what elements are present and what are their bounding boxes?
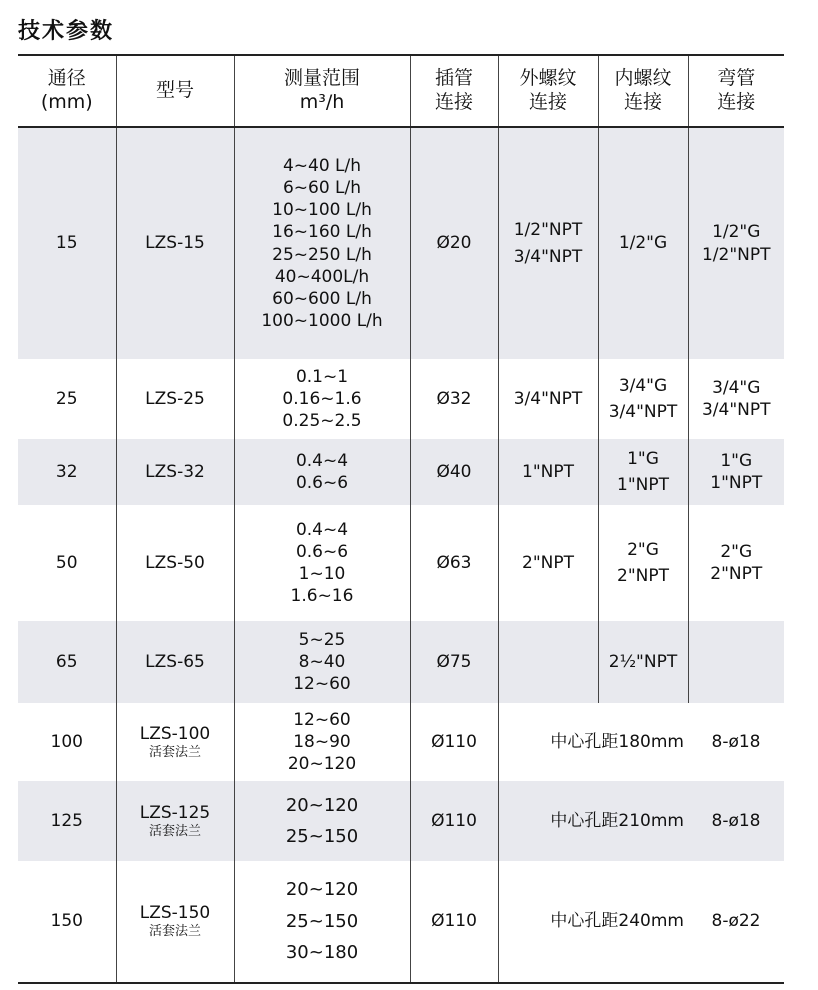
- model-name: LZS-50: [145, 552, 205, 573]
- header-elbow: 弯管 连接: [688, 55, 784, 127]
- elbow-value: 1"NPT: [710, 473, 763, 493]
- model-cell: [116, 781, 234, 861]
- elbow-value: 2"G: [720, 541, 753, 562]
- female-thread-cell: [598, 505, 688, 621]
- model-subtitle: 活套法兰: [148, 823, 201, 839]
- table-row: [18, 359, 784, 439]
- page-title: 技术参数: [18, 19, 115, 44]
- table-row: [18, 127, 784, 359]
- male-thread-cell: [498, 359, 598, 439]
- elbow-value: 1/2"G: [712, 222, 761, 243]
- range-value: 25~250 L/h: [272, 244, 372, 265]
- range-value: 60~600 L/h: [272, 288, 372, 309]
- diameter-cell: 15: [18, 127, 116, 359]
- range-value: 10~100 L/h: [272, 200, 372, 221]
- bolt-cell: 8-ø22: [688, 861, 784, 983]
- female-thread-value: 1"G: [627, 448, 659, 469]
- range-value: 100~1000 L/h: [261, 310, 383, 331]
- male-thread-value: 3/4"NPT: [513, 388, 583, 409]
- elbow-cell: [688, 621, 784, 703]
- range-value: 20~120: [285, 794, 359, 816]
- socket-cell: Ø75: [410, 621, 498, 703]
- range-value: 16~160 L/h: [272, 222, 372, 243]
- range-cell: [234, 127, 410, 359]
- table-row: [18, 505, 784, 621]
- elbow-value: 1/2"NPT: [701, 244, 771, 265]
- range-value: 6~60 L/h: [282, 178, 362, 199]
- elbow-cell: [688, 359, 784, 439]
- range-value: 5~25: [298, 629, 346, 650]
- model-name: LZS-15: [145, 233, 205, 254]
- female-thread-cell: [598, 439, 688, 505]
- range-value: 0.6~6: [295, 541, 349, 562]
- model-cell: [116, 359, 234, 439]
- model-cell: [116, 861, 234, 983]
- model-subtitle: 活套法兰: [148, 924, 201, 940]
- range-value: 40~400L/h: [274, 266, 370, 287]
- range-value: 0.4~4: [295, 519, 349, 540]
- spec-table: [18, 54, 784, 984]
- female-thread-value: 3/4"NPT: [608, 402, 678, 422]
- male-thread-value: 2"NPT: [522, 552, 574, 573]
- range-cell: [234, 359, 410, 439]
- model-cell: [116, 127, 234, 359]
- female-thread-value: 3/4"G: [618, 375, 668, 396]
- range-cell: [234, 439, 410, 505]
- diameter-cell: 50: [18, 505, 116, 621]
- socket-cell: Ø63: [410, 505, 498, 621]
- male-thread-cell: [498, 505, 598, 621]
- model-cell: [116, 621, 234, 703]
- flange-cell: 中心孔距240mm: [498, 861, 688, 983]
- female-thread-value: 1/2"G: [618, 233, 668, 254]
- female-thread-value: 2"G: [627, 539, 659, 560]
- model-name: LZS-150: [139, 903, 211, 923]
- female-thread-cell: [598, 621, 688, 703]
- range-value: 0.1~1: [295, 366, 349, 387]
- header-male-thread: 外螺纹 连接: [498, 55, 598, 127]
- range-value: 25~150: [285, 910, 359, 932]
- elbow-value: 3/4"G: [712, 377, 761, 398]
- range-value: 20~120: [287, 754, 357, 775]
- elbow-cell: [688, 505, 784, 621]
- male-thread-cell: [498, 621, 598, 703]
- range-cell: [234, 505, 410, 621]
- range-value: 12~60: [293, 674, 351, 695]
- male-thread-value: 1"NPT: [522, 461, 574, 482]
- range-value: 0.6~6: [295, 473, 349, 493]
- header-female-thread: 内螺纹 连接: [598, 55, 688, 127]
- range-cell: [234, 621, 410, 703]
- diameter-cell: 32: [18, 439, 116, 505]
- socket-cell: Ø110: [410, 861, 498, 983]
- model-cell: [116, 505, 234, 621]
- female-thread-cell: [598, 127, 688, 359]
- range-value: 12~60: [293, 709, 351, 730]
- header-diameter: 通径 (mm): [18, 55, 116, 127]
- range-value: 4~40 L/h: [282, 156, 362, 177]
- male-thread-value: 1/2"NPT: [513, 220, 583, 241]
- female-thread-cell: [598, 359, 688, 439]
- range-value: 0.16~1.6: [282, 388, 362, 409]
- female-thread-value: 2½"NPT: [608, 651, 678, 672]
- table-row: [18, 621, 784, 703]
- male-thread-cell: [498, 439, 598, 505]
- range-cell: [234, 703, 410, 781]
- socket-cell: Ø32: [410, 359, 498, 439]
- header-range: 测量范围 m³/h: [234, 55, 410, 127]
- range-value: 1.6~16: [290, 586, 354, 607]
- model-name: LZS-32: [145, 461, 205, 482]
- model-name: LZS-65: [145, 651, 205, 672]
- model-cell: [116, 439, 234, 505]
- range-value: 30~180: [285, 942, 359, 964]
- socket-cell: Ø110: [410, 781, 498, 861]
- bolt-cell: 8-ø18: [688, 703, 784, 781]
- diameter-cell: 150: [18, 861, 116, 983]
- range-value: 0.25~2.5: [282, 411, 362, 432]
- range-value: 18~90: [293, 731, 351, 752]
- model-cell: [116, 703, 234, 781]
- diameter-cell: 25: [18, 359, 116, 439]
- table-row: [18, 439, 784, 505]
- table-row: [18, 781, 784, 861]
- male-thread-cell: [498, 127, 598, 359]
- header-row: [18, 55, 784, 127]
- range-value: 25~150: [285, 826, 359, 847]
- model-name: LZS-125: [139, 802, 211, 823]
- model-name: LZS-100: [139, 723, 211, 744]
- model-subtitle: 活套法兰: [148, 744, 201, 760]
- female-thread-value: 2"NPT: [617, 566, 669, 586]
- socket-cell: Ø40: [410, 439, 498, 505]
- range-value: 0.4~4: [295, 450, 349, 471]
- male-thread-value: 3/4"NPT: [513, 246, 583, 267]
- range-cell: [234, 781, 410, 861]
- range-value: 1~10: [298, 564, 346, 584]
- elbow-cell: [688, 439, 784, 505]
- female-thread-value: 1"NPT: [617, 475, 669, 495]
- range-value: 20~120: [285, 879, 359, 901]
- table-row: [18, 861, 784, 983]
- socket-cell: Ø20: [410, 127, 498, 359]
- diameter-cell: 65: [18, 621, 116, 703]
- elbow-value: 2"NPT: [710, 564, 763, 584]
- model-name: LZS-25: [145, 388, 205, 409]
- socket-cell: Ø110: [410, 703, 498, 781]
- flange-cell: 中心孔距210mm: [498, 781, 688, 861]
- elbow-value: 3/4"NPT: [701, 400, 771, 420]
- diameter-cell: 100: [18, 703, 116, 781]
- bolt-cell: 8-ø18: [688, 781, 784, 861]
- range-value: 8~40: [298, 651, 346, 672]
- header-socket: 插管 连接: [410, 55, 498, 127]
- table-row: [18, 703, 784, 781]
- range-cell: [234, 861, 410, 983]
- elbow-value: 1"G: [720, 450, 753, 471]
- header-model: 型号: [116, 55, 234, 127]
- flange-cell: 中心孔距180mm: [498, 703, 688, 781]
- elbow-cell: [688, 127, 784, 359]
- diameter-cell: 125: [18, 781, 116, 861]
